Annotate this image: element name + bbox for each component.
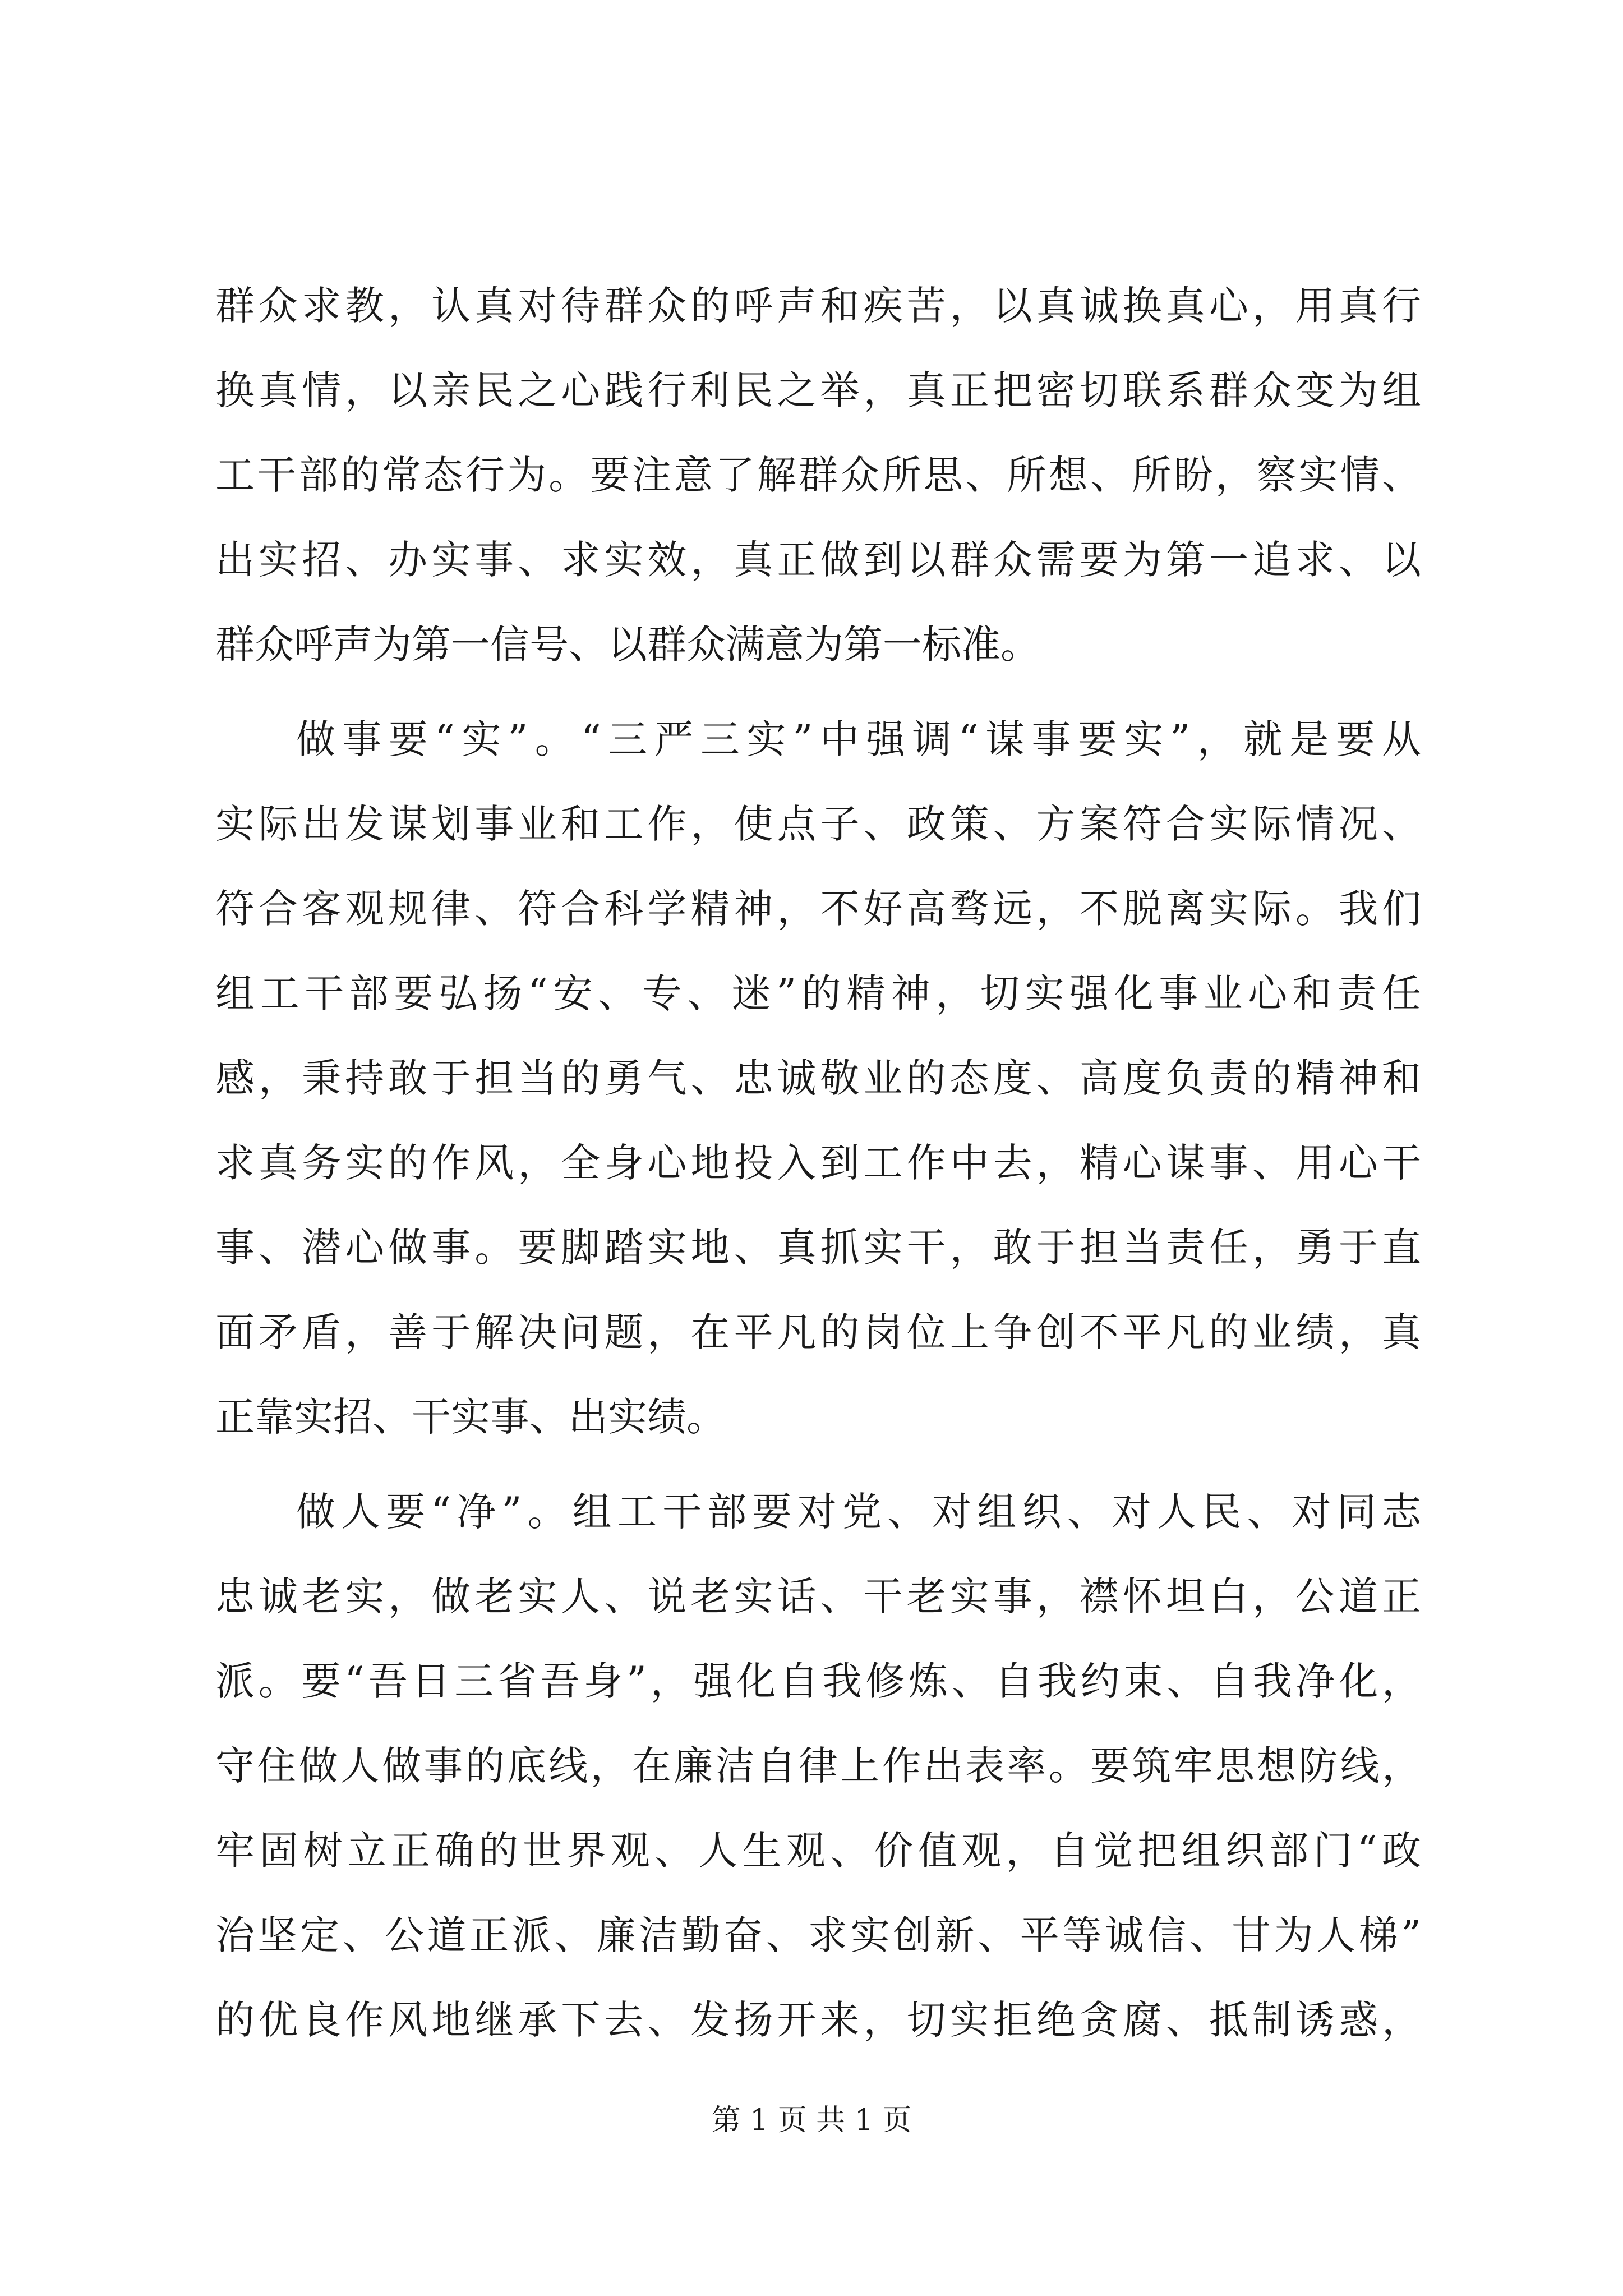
text-line: 守住做人做事的底线，在廉洁自律上作出表率。要筑牢思想防线，	[215, 1743, 1421, 1789]
text-line: 出实招、办实事、求实效，真正做到以群众需要为第一追求、以	[215, 537, 1421, 583]
text-line: 感，秉持敢于担当的勇气、忠诚敬业的态度、高度负责的精神和	[215, 1055, 1421, 1101]
text-line: 群众呼声为第一信号、以群众满意为第一标准。	[215, 622, 1040, 668]
page-footer: 第 1 页 共 1 页	[711, 2104, 912, 2137]
document-body	[215, 264, 1421, 2063]
text-line: 的优良作风地继承下去、发扬开来，切实拒绝贪腐、抵制诱惑，	[215, 1997, 1421, 2043]
text-line: 事、潜心做事。要脚踏实地、真抓实干，敢于担当责任，勇于直	[215, 1225, 1421, 1271]
text-line: 做人要“净”。组工干部要对党、对组织、对人民、对同志	[296, 1489, 1421, 1535]
paragraph-2	[215, 697, 1421, 1460]
text-line: 群众求教，认真对待群众的呼声和疾苦，以真诚换真心，用真行	[215, 283, 1421, 329]
text-line: 忠诚老实，做老实人、说老实话、干老实事，襟怀坦白，公道正	[215, 1573, 1421, 1619]
paragraph-gap	[215, 1460, 1421, 1470]
text-line: 组工干部要弘扬“安、专、迷”的精神，切实强化事业心和责任	[215, 970, 1421, 1016]
text-line: 治坚定、公道正派、廉洁勤奋、求实创新、平等诚信、甘为人梯”	[215, 1912, 1421, 1958]
text-line: 符合客观规律、符合科学精神，不好高骛远，不脱离实际。我们	[215, 886, 1421, 932]
text-line: 面矛盾，善于解决问题，在平凡的岗位上争创不平凡的业绩，真	[215, 1309, 1421, 1355]
paragraph-3	[215, 1470, 1421, 2063]
paragraph-gap	[215, 687, 1421, 697]
text-line: 派。要“吾日三省吾身”，强化自我修炼、自我约束、自我净化，	[215, 1658, 1421, 1704]
text-line: 求真务实的作风，全身心地投入到工作中去，精心谋事、用心干	[215, 1140, 1421, 1186]
text-line: 换真情，以亲民之心践行利民之举，真正把密切联系群众变为组	[215, 367, 1421, 413]
text-line: 做事要“实”。“三严三实”中强调“谋事要实”，就是要从	[296, 716, 1421, 762]
text-line: 工干部的常态行为。要注意了解群众所思、所想、所盼，察实情、	[215, 452, 1421, 498]
text-line: 实际出发谋划事业和工作，使点子、政策、方案符合实际情况、	[215, 801, 1421, 847]
text-line: 正靠实招、干实事、出实绩。	[215, 1394, 726, 1440]
text-line: 牢固树立正确的世界观、人生观、价值观，自觉把组织部门“政	[215, 1828, 1421, 1874]
paragraph-1	[215, 264, 1421, 687]
